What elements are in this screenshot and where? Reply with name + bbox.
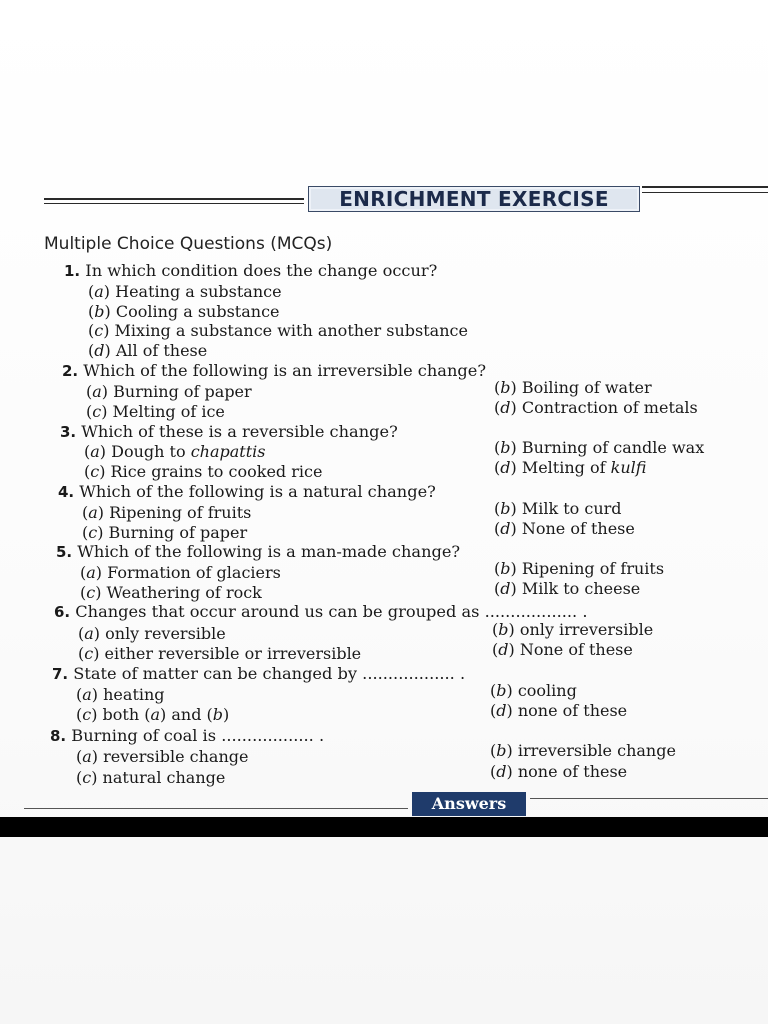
question-text: Which of these is a reversible change? (81, 422, 398, 441)
option-7d: (d) none of these (490, 701, 628, 720)
question-5 (56, 542, 460, 562)
question-text: Changes that occur around us can be grouped as .................. . (75, 602, 588, 621)
option-6a: (a) only reversible (78, 624, 226, 643)
option-5c: (c) Weathering of rock (80, 583, 262, 602)
question-4 (58, 482, 436, 502)
option-4d: (d) None of these (494, 519, 635, 538)
right-rule-bottom (642, 192, 768, 193)
option-4b: (b) Milk to curd (494, 499, 622, 518)
question-6 (54, 602, 587, 622)
page-title: ENRICHMENT EXERCISE (308, 186, 640, 212)
question-8 (50, 726, 324, 746)
question-7 (52, 664, 465, 684)
left-rule-bottom (44, 203, 304, 204)
question-number: 2. (62, 362, 79, 380)
option-7b: (b) cooling (490, 681, 577, 700)
option-1d: (d) All of these (88, 341, 208, 360)
option-7c: (c) both (a) and (b) (76, 705, 230, 724)
option-1c: (c) Mixing a substance with another substance (88, 321, 468, 340)
answers-label: Answers (412, 792, 526, 816)
title-row (44, 186, 768, 212)
option-2d: (d) Contraction of metals (494, 398, 698, 417)
option-1b: (b) Cooling a substance (88, 302, 280, 321)
option-3c: (c) Rice grains to cooked rice (84, 462, 323, 481)
question-text: State of matter can be changed by .................. . (73, 664, 466, 683)
scan-border (0, 817, 768, 837)
option-3d: (d) Melting of kulfi (494, 458, 647, 477)
question-text: Which of the following is a natural change? (79, 482, 436, 501)
question-number: 8. (50, 727, 67, 745)
option-6b: (b) only irreversible (492, 620, 654, 639)
question-text: Which of the following is a man-made change? (77, 542, 461, 561)
option-8c: (c) natural change (76, 768, 226, 787)
option-3a: (a) Dough to chapattis (84, 442, 266, 461)
question-number: 3. (60, 423, 77, 441)
option-4a: (a) Ripening of fruits (82, 503, 252, 522)
option-5d: (d) Milk to cheese (494, 579, 641, 598)
option-8a: (a) reversible change (76, 747, 249, 766)
question-text: Burning of coal is .................. . (71, 726, 325, 745)
option-2c: (c) Melting of ice (86, 402, 225, 421)
section-heading: Multiple Choice Questions (MCQs) (44, 234, 333, 254)
option-6d: (d) None of these (492, 640, 633, 659)
question-number: 5. (56, 543, 73, 561)
question-text: Which of the following is an irreversible change? (83, 361, 487, 380)
option-5b: (b) Ripening of fruits (494, 559, 665, 578)
option-8b: (b) irreversible change (490, 741, 676, 760)
answers-left-rule (24, 808, 408, 809)
option-1a: (a) Heating a substance (88, 282, 282, 301)
question-1 (64, 261, 437, 281)
left-rule-top (44, 198, 304, 200)
question-2 (62, 361, 486, 381)
option-4c: (c) Burning of paper (82, 523, 248, 542)
option-6c: (c) either reversible or irreversible (78, 644, 362, 663)
option-8d: (d) none of these (490, 762, 628, 781)
answers-row (24, 790, 768, 818)
question-number: 4. (58, 483, 75, 501)
option-2b: (b) Boiling of water (494, 378, 652, 397)
option-2a: (a) Burning of paper (86, 382, 252, 401)
option-3b: (b) Burning of candle wax (494, 438, 705, 457)
question-number: 7. (52, 665, 69, 683)
answers-right-rule (530, 798, 768, 799)
option-5a: (a) Formation of glaciers (80, 563, 281, 582)
right-rule-top (642, 186, 768, 188)
option-7a: (a) heating (76, 685, 165, 704)
question-3 (60, 422, 398, 442)
question-number: 6. (54, 603, 71, 621)
question-text: In which condition does the change occur? (85, 261, 438, 280)
question-number: 1. (64, 262, 81, 280)
